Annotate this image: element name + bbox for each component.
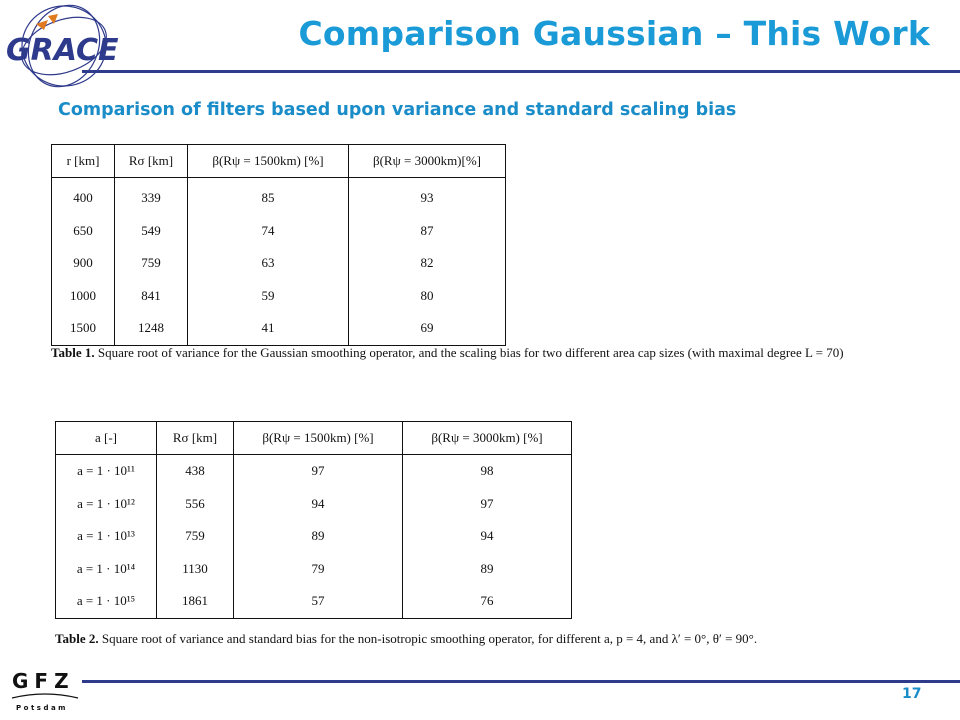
grace-logo: [4, 2, 122, 92]
table-row: [52, 178, 506, 215]
grace-logo-text: GRACE: [6, 33, 119, 68]
table-row: [52, 280, 506, 313]
gfz-logo-text: GFZ: [12, 669, 75, 693]
table-cell: 98: [403, 455, 572, 488]
table-cell: 63: [188, 247, 349, 280]
table-cell: 97: [234, 455, 403, 488]
table1-header-rsigma: Rσ [km]: [115, 145, 188, 178]
table-cell: 1000: [70, 287, 96, 303]
gfz-logo-subtext: Potsdam: [16, 704, 68, 712]
table-cell: 87: [349, 215, 506, 248]
table-cell: 93: [349, 178, 506, 215]
page-subtitle: Comparison of filters based upon variance and standard scaling bias: [58, 100, 737, 120]
table-cell: a = 1 · 10¹³: [77, 528, 135, 544]
table-cell: 97: [403, 488, 572, 521]
table-cell: 89: [403, 553, 572, 586]
table-row: [56, 488, 572, 521]
table-cell: a = 1 · 10¹⁴: [76, 560, 136, 576]
table-cell: 900: [73, 255, 93, 271]
table2-caption-label: Table 2.: [55, 631, 99, 646]
table-cell: 85: [188, 178, 349, 215]
table-row: [52, 215, 506, 248]
table-cell: 1500: [70, 320, 96, 336]
table-cell: 1861: [157, 585, 234, 618]
table1-header-beta3000: β(Rψ = 3000km)[%]: [349, 145, 506, 178]
table-cell: 650: [73, 222, 93, 238]
table-cell: a = 1 · 10¹⁵: [76, 593, 136, 609]
gfz-logo: [10, 666, 80, 716]
table2-header-beta1500: β(Rψ = 1500km) [%]: [234, 422, 403, 455]
table-cell: 759: [115, 247, 188, 280]
table-cell: a = 1 · 10¹¹: [77, 463, 135, 479]
table-cell: 841: [115, 280, 188, 313]
table-row: [52, 247, 506, 280]
table2-caption: [55, 624, 955, 654]
table-cell: 76: [403, 585, 572, 618]
table1-caption: [51, 338, 931, 368]
table2-header-rsigma: Rσ [km]: [157, 422, 234, 455]
page-title: Comparison Gaussian – This Work: [298, 14, 930, 53]
table-cell: 759: [157, 520, 234, 553]
table-cell: 80: [349, 280, 506, 313]
table2-header-beta3000: β(Rψ = 3000km) [%]: [403, 422, 572, 455]
table-row: [56, 585, 572, 618]
table-cell: 94: [234, 488, 403, 521]
table-cell: 438: [157, 455, 234, 488]
table-cell: 556: [157, 488, 234, 521]
table-cell: 339: [115, 178, 188, 215]
table-cell: 57: [234, 585, 403, 618]
table-row: [56, 455, 572, 488]
page-number: 17: [902, 686, 922, 702]
table-cell: 69: [349, 312, 506, 345]
table-cell: a = 1 · 10¹²: [77, 495, 135, 511]
table1-header-r: r [km]: [52, 145, 115, 178]
table-cell: 59: [188, 280, 349, 313]
title-divider: [82, 70, 960, 73]
table2-header-a: a [-]: [56, 422, 157, 455]
table-cell: 94: [403, 520, 572, 553]
table-cell: 74: [188, 215, 349, 248]
table-cell: 82: [349, 247, 506, 280]
table-row: [56, 553, 572, 586]
table-cell: 89: [234, 520, 403, 553]
table-row: [56, 520, 572, 553]
table-cell: 1130: [157, 553, 234, 586]
table1-caption-label: Table 1.: [51, 345, 95, 360]
table1-caption-text: Square root of variance for the Gaussian smoothing operator, and the scaling bias for two different area cap sizes (with maximal degree L = 70): [97, 345, 844, 360]
table-non-isotropic: [55, 421, 572, 619]
table-cell: 1248: [115, 312, 188, 345]
table-cell: 549: [115, 215, 188, 248]
footer-divider: [82, 680, 960, 683]
table-cell: 41: [188, 312, 349, 345]
table-gaussian: [51, 144, 506, 346]
table-cell: 400: [73, 190, 93, 206]
table-cell: 79: [234, 553, 403, 586]
table2-caption-text: Square root of variance and standard bias for the non-isotropic smoothing operator, for different a, p = 4, and λ′ = 0°, θ′ = 90°.: [101, 631, 758, 646]
table1-header-beta1500: β(Rψ = 1500km) [%]: [188, 145, 349, 178]
